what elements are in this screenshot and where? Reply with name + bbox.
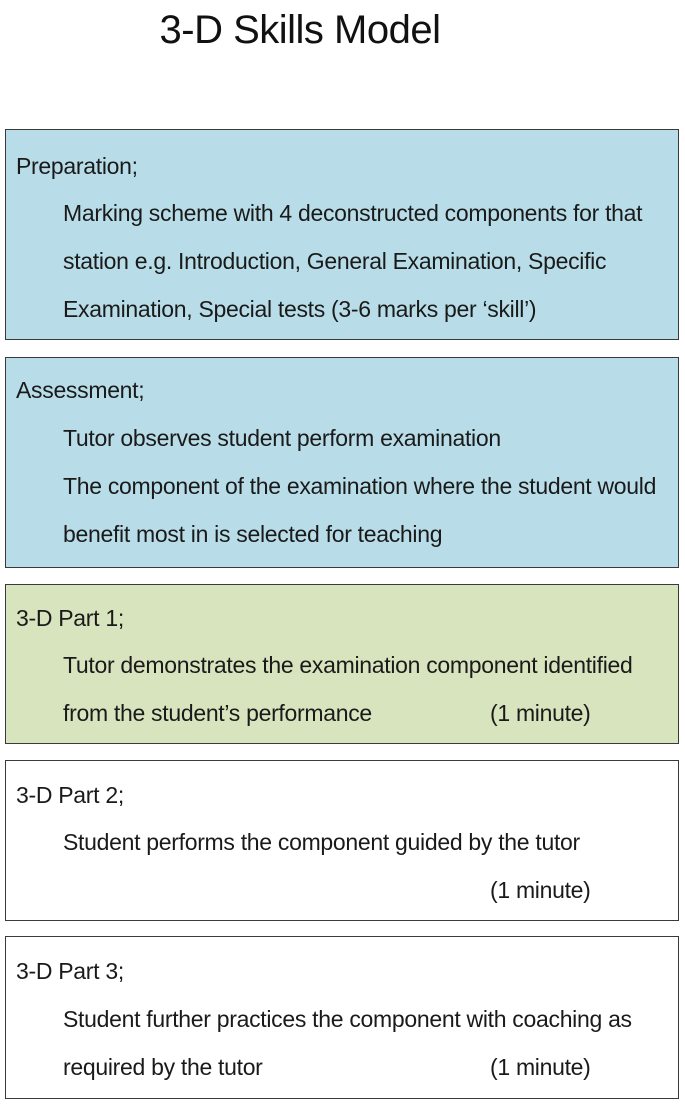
step-box-assessment	[5, 357, 679, 568]
step-heading: 3-D Part 2;	[16, 782, 124, 808]
step-line: Student further practices the component with coaching as	[63, 1006, 632, 1032]
step-box-part-1	[5, 584, 679, 744]
step-line: Student performs the component guided by the tutor	[63, 829, 580, 855]
step-duration: (1 minute)	[490, 700, 591, 726]
step-line: Marking scheme with 4 deconstructed components for that	[63, 200, 643, 226]
step-line: benefit most in is selected for teaching	[63, 521, 443, 547]
step-box-preparation	[5, 129, 679, 340]
step-box-part-2	[5, 760, 679, 921]
step-line: Examination, Special tests (3-6 marks per ‘skill’)	[63, 296, 537, 322]
step-line: station e.g. Introduction, General Examination, Specific	[63, 248, 607, 274]
step-line: from the student’s performance	[63, 700, 372, 726]
step-duration: (1 minute)	[490, 877, 591, 903]
step-line: required by the tutor	[63, 1054, 263, 1080]
step-heading: 3-D Part 1;	[16, 605, 124, 631]
step-heading: 3-D Part 3;	[16, 958, 124, 984]
step-line: Tutor observes student perform examination	[63, 425, 501, 451]
step-heading: Assessment;	[16, 377, 145, 403]
step-box-part-3	[5, 936, 679, 1099]
step-line: The component of the examination where the student would	[63, 473, 657, 499]
step-heading: Preparation;	[16, 153, 138, 179]
step-line: Tutor demonstrates the examination component identified	[63, 652, 633, 678]
step-duration: (1 minute)	[490, 1054, 591, 1080]
page-title: 3-D Skills Model	[159, 8, 441, 52]
